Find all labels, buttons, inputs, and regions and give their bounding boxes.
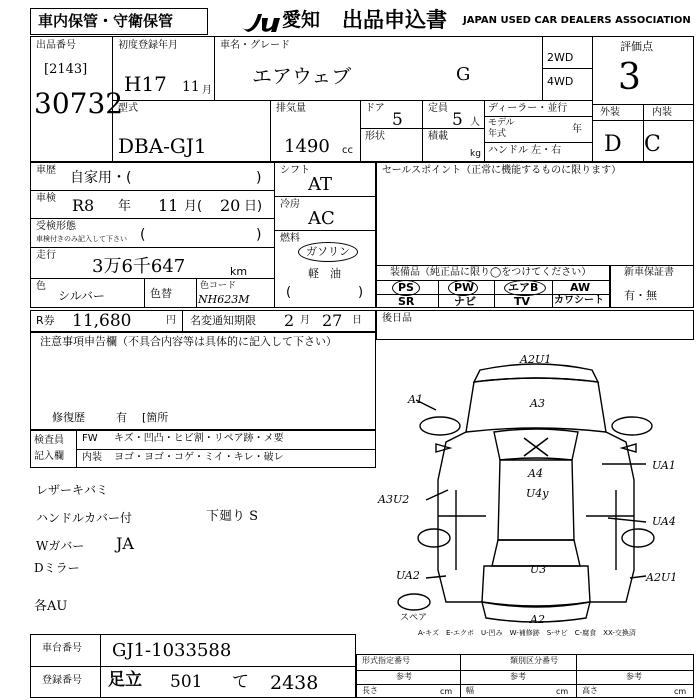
dim-width-unit: cm — [556, 687, 569, 696]
equip-pw: PW — [454, 281, 475, 294]
repair-value: 有 — [116, 411, 127, 424]
mark-ua2: UA2 — [396, 569, 420, 582]
recycle-value: 11,680 — [72, 311, 132, 331]
mark-a2u1-top: A2U1 — [520, 353, 552, 366]
region-name: 愛知 — [282, 9, 321, 31]
dim-width-label: 幅 — [466, 686, 474, 695]
plate-region: 足立 — [108, 670, 142, 690]
plate-number: 2438 — [270, 672, 319, 694]
history-close: ) — [256, 170, 262, 186]
storage-tag-text: 車内保管・守衛保管 — [38, 12, 174, 30]
inspector-label2: 記入欄 — [34, 451, 64, 462]
inspector-label1: 検査員 — [34, 435, 64, 446]
interior-label: 内装 — [652, 107, 672, 118]
capacity-value: 5 — [452, 110, 463, 130]
repair-place: [箇所 — [142, 411, 169, 424]
mark-u3: U3 — [530, 563, 547, 576]
color-code: NH623M — [198, 293, 250, 306]
mark-a3: A3 — [530, 397, 545, 410]
type-value: DBA-GJ1 — [118, 134, 207, 158]
sales-points-label: セールスポイント（正常に機能するものに限ります） — [382, 165, 622, 176]
chassis-value: GJ1-1033588 — [112, 640, 232, 661]
displacement-label: 排気量 — [276, 103, 306, 114]
equip-airbag: エアB — [508, 281, 539, 294]
plate-class: 501 — [170, 672, 203, 692]
notes-label: 注意事項申告欄（不具合内容等は具体的に記入して下さい） — [40, 335, 337, 348]
history-value: 自家用・( — [70, 170, 132, 186]
capacity-unit: 人 — [470, 117, 480, 128]
doors-value: 5 — [392, 110, 403, 130]
mark-a3u2: A3U2 — [378, 493, 410, 506]
inspection-year-unit: 年 — [118, 199, 132, 214]
repair-label: 修復歴 — [52, 411, 85, 424]
chassis-label: 車台番号 — [42, 643, 82, 654]
capacity-label: 定員 — [428, 103, 448, 114]
acceptance-note: 車検付きのみ記入して下さい — [36, 235, 127, 243]
rear-items-box — [376, 310, 694, 340]
aircon-value: AC — [308, 208, 335, 229]
equip-ps-circle — [392, 280, 420, 296]
association-name: JAPAN USED CAR DEALERS ASSOCIATION — [463, 15, 691, 26]
expiry-month-unit: 月 — [300, 315, 310, 326]
mark-a2: A2 — [530, 613, 545, 626]
lot-small-number: [2143] — [44, 62, 88, 77]
drive-4wd: 4WD — [547, 75, 574, 88]
rear-items-label: 後日品 — [382, 313, 412, 324]
note-ja: JA — [116, 534, 134, 553]
dim-ref1: 参考 — [396, 672, 412, 681]
exterior-score: D — [604, 132, 622, 157]
mileage-value: 3万6千647 — [92, 256, 186, 277]
dim-length-unit: cm — [440, 687, 453, 696]
dim-ref3: 参考 — [626, 672, 642, 681]
inspection-day: 20 — [220, 196, 241, 215]
exterior-label: 外装 — [600, 107, 620, 118]
equip-navi: ナビ — [454, 295, 476, 308]
equipment-label: 装備品（純正品に限り◯をつけてください） — [390, 267, 592, 278]
inspector-fw: FW — [82, 433, 98, 444]
note-leather: レザーキバミ — [36, 483, 109, 497]
inspection-reiwa: R8 — [72, 196, 95, 215]
interior-score: C — [644, 132, 661, 157]
model-year-label2: 年式 — [488, 129, 507, 139]
spare-label: スペア — [400, 613, 428, 623]
lot-label: 出品番号 — [36, 40, 76, 51]
equip-tv: TV — [514, 295, 531, 308]
expiry-month: 2 — [284, 311, 295, 330]
model-label: 車名・グレード — [220, 40, 290, 51]
inspection-month: 11 — [158, 196, 179, 215]
aircon-label: 冷房 — [280, 199, 300, 210]
plate-label: 登録番号 — [42, 675, 82, 686]
inspector-interior: 内装 — [82, 452, 102, 463]
recycle-unit: 円 — [166, 315, 176, 326]
acceptance-open: ( — [140, 227, 146, 243]
warranty-label: 新車保証書 — [624, 267, 674, 278]
mileage-unit: km — [230, 265, 248, 278]
equip-ps: PS — [398, 281, 414, 294]
dealer-label: ディーラー・並行 — [488, 103, 568, 114]
damage-legend: A-キズ E-エクボ U-凹み W-補修跡 S-サビ C-腐食 XX-交換済 — [418, 629, 636, 637]
doors-label: ドア — [365, 103, 385, 114]
recycle-label: R券 — [36, 314, 55, 327]
inspector-interior-items: ヨゴ・ヨゴ・コゲ・ミイ・キレ・破レ — [114, 452, 284, 463]
registration-year: H17 — [124, 72, 167, 96]
load-label: 積載 — [428, 131, 448, 142]
model-year-unit: 年 — [572, 124, 582, 135]
shape-label: 形状 — [365, 131, 385, 142]
equip-pw-circle — [448, 280, 478, 296]
mark-ua4: UA4 — [652, 515, 676, 528]
expiry-day: 27 — [322, 311, 343, 330]
inspection-label: 車検 — [36, 193, 56, 204]
note-mirror: Dミラー — [34, 561, 80, 575]
mark-a4: A4 — [528, 467, 543, 480]
note-handle-cover: ハンドルカバー付 — [36, 511, 133, 525]
warranty-value: 有・無 — [624, 289, 657, 302]
displacement-value: 1490 — [284, 136, 330, 157]
color-value: シルバー — [58, 289, 105, 303]
mark-u4y: U4y — [526, 487, 549, 500]
dim-ref2: 参考 — [510, 672, 526, 681]
equip-sr: SR — [398, 295, 415, 308]
acceptance-label: 受検形態 — [36, 221, 76, 232]
plate-kana: て — [232, 672, 249, 692]
note-w-cover: Wガバー — [36, 539, 85, 553]
expiry-label: 名変通知期限 — [190, 314, 256, 327]
mark-a2u1-side: A2U1 — [646, 571, 678, 584]
drive-2wd: 2WD — [547, 51, 574, 64]
fuel-paren-open: ( — [286, 285, 292, 300]
dim-length-label: 長さ — [362, 686, 378, 695]
model-name: エアウェブ — [252, 64, 352, 88]
shift-label: シフト — [280, 165, 310, 176]
ju-logo-icon — [238, 8, 282, 34]
model-year-label1: モデル — [488, 118, 515, 128]
dim-header1: 形式指定番号 — [362, 656, 410, 665]
load-unit: kg — [470, 149, 481, 159]
equip-airbag-circle — [504, 280, 546, 296]
steering-label: ハンドル 左・右 — [488, 145, 562, 156]
form-title: 出品申込書 — [342, 8, 447, 32]
equip-aw: AW — [570, 281, 591, 294]
displacement-unit: cc — [342, 145, 353, 156]
registration-label: 初度登録年月 — [118, 40, 178, 51]
registration-month-unit: 月 — [202, 85, 212, 96]
shift-value: AT — [308, 174, 333, 195]
score-value: 3 — [618, 57, 641, 98]
type-label: 型式 — [118, 103, 138, 114]
note-all-au: 各AU — [34, 599, 68, 614]
fuel-gasoline: ガソリン — [306, 245, 350, 258]
ju-logo — [238, 8, 282, 34]
equip-seat: カワシート — [554, 295, 604, 306]
mark-a1: A1 — [408, 393, 423, 406]
mileage-label: 走行 — [36, 250, 56, 261]
dim-header2: 類別区分番号 — [510, 656, 558, 665]
color-code-label: 色コード — [200, 281, 237, 291]
color-label: 色 — [36, 281, 46, 292]
lot-number: 30732 — [34, 87, 124, 120]
fuel-diesel: 軽 油 — [308, 267, 341, 280]
model-grade: G — [456, 64, 471, 85]
acceptance-close: ) — [256, 227, 262, 243]
note-underbody: 下廻り S — [206, 509, 259, 524]
inspection-month-unit: 月( — [184, 199, 203, 214]
dim-height-label: 高さ — [582, 686, 598, 695]
registration-month: 11 — [182, 79, 200, 95]
inspection-day-unit: 日) — [244, 199, 263, 214]
mark-ua1: UA1 — [652, 459, 676, 472]
color-change-label: 色替 — [150, 287, 172, 300]
fuel-label: 燃料 — [280, 233, 300, 244]
inspector-fw-items: キズ・凹凸・ヒビ割・リペア跡・メ要 — [114, 433, 284, 444]
fuel-paren-close: ) — [358, 285, 364, 300]
dim-height-unit: cm — [674, 687, 687, 696]
history-label: 車歴 — [36, 165, 56, 176]
score-label: 評価点 — [620, 40, 653, 53]
expiry-day-unit: 日 — [352, 315, 362, 326]
